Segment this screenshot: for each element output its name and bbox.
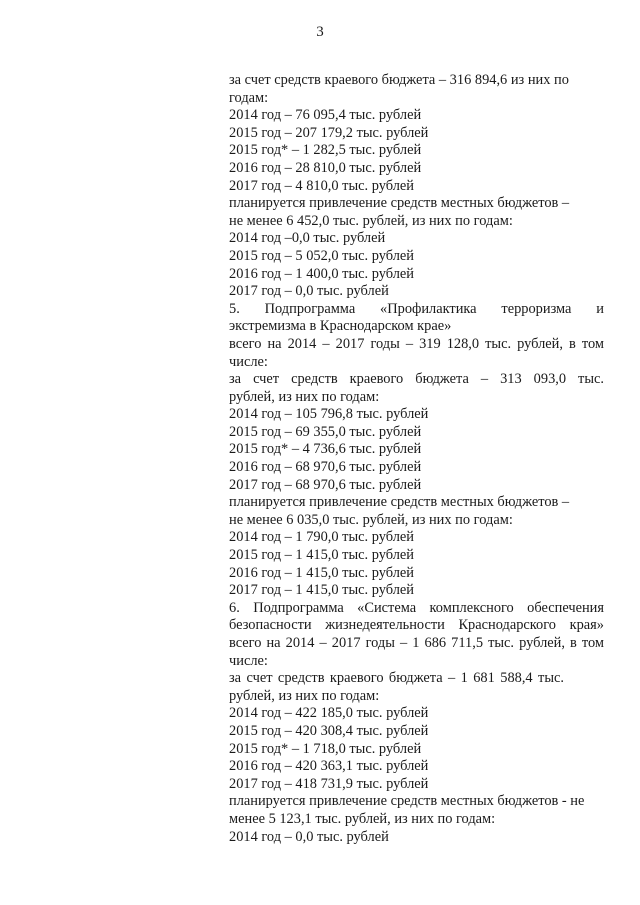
subprogram-5-title: 5. Подпрограмма «Профилактика терроризма и [229,300,604,317]
text-line: за счет средств краевого бюджета – 316 894,6 из них по [229,72,569,88]
text-line: менее 5 123,1 тыс. рублей, из них по годам: [229,810,496,827]
text-line: 2015 год – 69 355,0 тыс. рублей [229,423,422,440]
document-body [229,72,604,846]
page-number: 3 [316,24,324,40]
text-line: всего на 2014 – 2017 годы – 1 686 711,5 тыс. рублей, в том [229,635,604,651]
text-line: 2014 год – 76 095,4 тыс. рублей [229,107,422,124]
text-line: 2016 год – 28 810,0 тыс. рублей [229,159,422,176]
text-line: не менее 6 452,0 тыс. рублей, из них по годам: [229,212,513,229]
text-line: 2015 год – 420 308,4 тыс. рублей [229,722,429,739]
text-line: рублей, из них по годам: [229,687,380,704]
text-line: планируется привлечение средств местных бюджетов – [229,494,570,511]
text-line: за счет средств краевого бюджета – 313 093,0 тыс. [229,371,604,388]
text-line: годам: [229,89,269,106]
text-line: 2014 год – 1 790,0 тыс. рублей [229,529,414,546]
text-line: 2016 год – 420 363,1 тыс. рублей [229,758,429,775]
text-line: 2014 год – 422 185,0 тыс. рублей [229,705,429,722]
text-line: 2014 год – 105 796,8 тыс. рублей [229,406,429,423]
text-line: 2015 год – 1 415,0 тыс. рублей [229,547,414,564]
text-line: 2014 год – 0,0 тыс. рублей [229,828,389,845]
text-line: числе: [229,652,268,669]
text-line: 2014 год –0,0 тыс. рублей [229,230,386,247]
subprogram-6-title: 6. Подпрограмма «Система комплексного обеспечения [229,599,604,616]
text-line: 2016 год – 1 415,0 тыс. рублей [229,564,414,581]
subprogram-6-title-cont: безопасности жизнедеятельности Краснодарского края» [229,617,604,634]
text-line: 2015 год* – 4 736,6 тыс. рублей [229,441,422,458]
text-line: рублей, из них по годам: [229,388,380,405]
text-line: числе: [229,353,268,370]
text-line: планируется привлечение средств местных бюджетов - не [229,793,585,810]
text-line: 2017 год – 1 415,0 тыс. рублей [229,582,414,599]
text-line: 2015 год – 5 052,0 тыс. рублей [229,247,414,264]
text-line: 2017 год – 68 970,6 тыс. рублей [229,476,422,493]
text-line: 2015 год* – 1 282,5 тыс. рублей [229,142,422,159]
text-line: 2015 год* – 1 718,0 тыс. рублей [229,740,422,757]
text-line: 2016 год – 1 400,0 тыс. рублей [229,265,414,282]
subprogram-5-title-cont: экстремизма в Краснодарском крае» [229,318,452,335]
text-line: 2017 год – 0,0 тыс. рублей [229,283,389,300]
text-line: планируется привлечение средств местных бюджетов – [229,195,570,212]
text-line: не менее 6 035,0 тыс. рублей, из них по годам: [229,511,513,528]
text-line: 2015 год – 207 179,2 тыс. рублей [229,124,429,141]
text-line: 2016 год – 68 970,6 тыс. рублей [229,459,422,476]
text-line: 2017 год – 418 731,9 тыс. рублей [229,775,429,792]
text-line: всего на 2014 – 2017 годы – 319 128,0 тыс. рублей, в том [229,335,604,352]
text-line: за счет средств краевого бюджета – 1 681 588,4 тыс. [229,670,564,687]
text-line: 2017 год – 4 810,0 тыс. рублей [229,177,414,194]
